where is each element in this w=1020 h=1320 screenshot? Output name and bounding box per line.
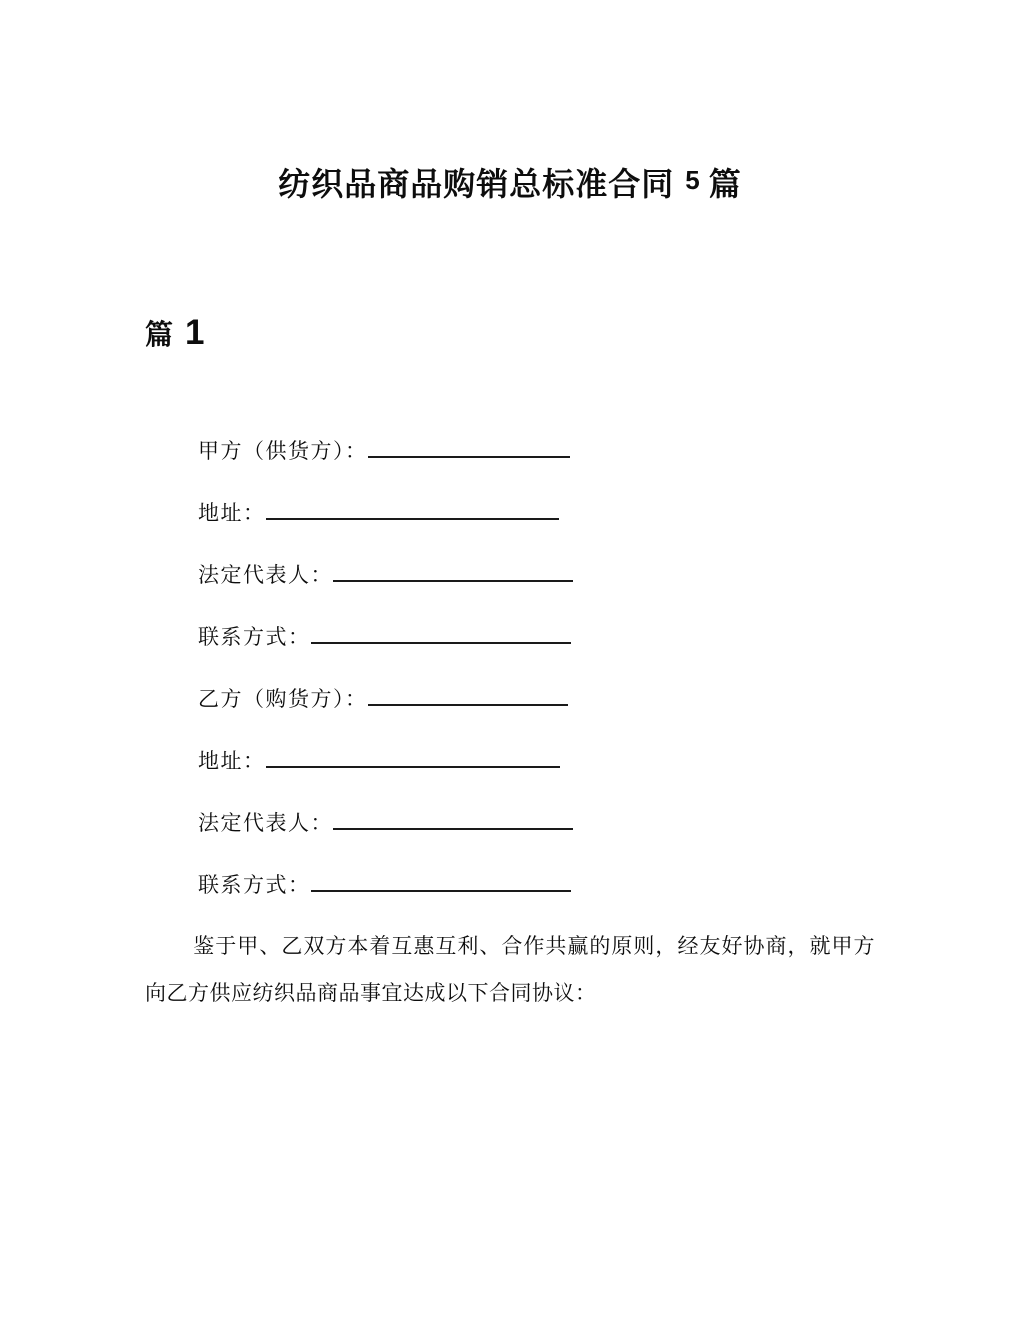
document-title-unit: 篇: [708, 166, 742, 202]
field-label: 法定代表人：: [198, 564, 333, 587]
field-row-legal-rep-b: [145, 793, 875, 855]
section-heading: [145, 313, 875, 355]
section-heading-label: 篇: [145, 319, 174, 350]
field-row-address-a: [145, 483, 875, 545]
field-row-contact-a: [145, 607, 875, 669]
blank-line: [368, 704, 568, 706]
blank-line: [368, 456, 570, 458]
field-row-party-b: [145, 669, 875, 731]
document-title-count: 5: [685, 165, 700, 195]
blank-line: [266, 766, 560, 768]
field-row-party-a: [145, 421, 875, 483]
document-title-text: 纺织品商品购销总标准合同: [278, 166, 675, 202]
field-row-contact-b: [145, 855, 875, 917]
intro-paragraph: 鉴于甲、乙双方本着互惠互利、合作共赢的原则，经友好协商，就甲方向乙方供应纺织品商品事宜达成以下合同协议：: [145, 935, 875, 1005]
field-label: 联系方式：: [198, 626, 311, 649]
blank-line: [266, 518, 559, 520]
field-row-address-b: [145, 731, 875, 793]
field-label: 乙方（购货方）：: [198, 688, 368, 711]
document-title: [145, 158, 875, 206]
blank-line: [311, 642, 571, 644]
field-label: 地址：: [198, 502, 266, 525]
field-row-legal-rep-a: [145, 545, 875, 607]
document-content: [145, 0, 875, 1017]
section-heading-number: 1: [185, 313, 205, 352]
blank-line: [333, 580, 573, 582]
field-label: 联系方式：: [198, 874, 311, 897]
contract-parties-form: [145, 421, 875, 917]
field-label: 地址：: [198, 750, 266, 773]
blank-line: [333, 828, 573, 830]
field-label: 甲方（供货方）：: [198, 440, 368, 463]
field-label: 法定代表人：: [198, 812, 333, 835]
blank-line: [311, 890, 571, 892]
